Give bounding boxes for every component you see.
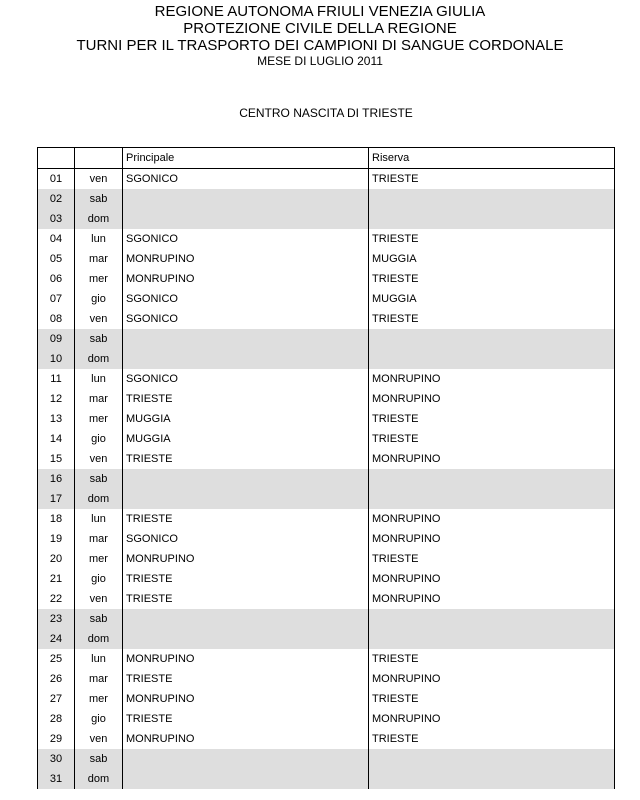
day-number-cell: 20 xyxy=(38,549,75,569)
riserva-cell: MONRUPINO xyxy=(369,389,615,409)
table-row xyxy=(38,629,615,649)
weekday-cell: dom xyxy=(75,349,123,369)
day-number-cell: 25 xyxy=(38,649,75,669)
riserva-cell: TRIESTE xyxy=(369,649,615,669)
document-header xyxy=(0,3,640,69)
day-number-cell: 12 xyxy=(38,389,75,409)
table-row xyxy=(38,369,615,389)
day-number-cell: 09 xyxy=(38,329,75,349)
weekday-cell: dom xyxy=(75,209,123,229)
weekday-cell: ven xyxy=(75,169,123,190)
riserva-cell: MONRUPINO xyxy=(369,509,615,529)
day-number-cell: 08 xyxy=(38,309,75,329)
weekday-cell: sab xyxy=(75,609,123,629)
principale-cell: TRIESTE xyxy=(123,389,369,409)
principale-cell: TRIESTE xyxy=(123,449,369,469)
header-principale: Principale xyxy=(123,148,369,169)
riserva-cell: MONRUPINO xyxy=(369,449,615,469)
weekday-cell: mar xyxy=(75,389,123,409)
principale-cell xyxy=(123,189,369,209)
day-number-cell: 02 xyxy=(38,189,75,209)
weekday-cell: lun xyxy=(75,509,123,529)
table-row xyxy=(38,409,615,429)
day-number-cell: 06 xyxy=(38,269,75,289)
table-row xyxy=(38,469,615,489)
principale-cell xyxy=(123,489,369,509)
weekday-cell: sab xyxy=(75,189,123,209)
principale-cell: SGONICO xyxy=(123,369,369,389)
principale-cell xyxy=(123,469,369,489)
weekday-cell: sab xyxy=(75,469,123,489)
principale-cell: SGONICO xyxy=(123,529,369,549)
riserva-cell xyxy=(369,629,615,649)
principale-cell xyxy=(123,209,369,229)
riserva-cell: MONRUPINO xyxy=(369,589,615,609)
day-number-cell: 04 xyxy=(38,229,75,249)
table-row xyxy=(38,429,615,449)
principale-cell: SGONICO xyxy=(123,169,369,190)
weekday-cell: lun xyxy=(75,229,123,249)
riserva-cell xyxy=(369,469,615,489)
day-number-cell: 05 xyxy=(38,249,75,269)
birth-centre-title: CENTRO NASCITA DI TRIESTE xyxy=(239,106,413,120)
riserva-cell: TRIESTE xyxy=(369,269,615,289)
day-number-cell: 27 xyxy=(38,689,75,709)
riserva-cell: TRIESTE xyxy=(369,729,615,749)
day-number-cell: 24 xyxy=(38,629,75,649)
principale-cell xyxy=(123,329,369,349)
principale-cell xyxy=(123,629,369,649)
riserva-cell: TRIESTE xyxy=(369,229,615,249)
table-row xyxy=(38,669,615,689)
principale-cell: MONRUPINO xyxy=(123,549,369,569)
table-row xyxy=(38,249,615,269)
table-row xyxy=(38,549,615,569)
riserva-cell xyxy=(369,609,615,629)
riserva-cell xyxy=(369,769,615,789)
weekday-cell: mer xyxy=(75,269,123,289)
riserva-cell: MUGGIA xyxy=(369,289,615,309)
day-number-cell: 13 xyxy=(38,409,75,429)
day-number-cell: 26 xyxy=(38,669,75,689)
riserva-cell xyxy=(369,349,615,369)
principale-cell: TRIESTE xyxy=(123,509,369,529)
riserva-cell: MONRUPINO xyxy=(369,569,615,589)
principale-cell xyxy=(123,749,369,769)
principale-cell: TRIESTE xyxy=(123,669,369,689)
day-number-cell: 16 xyxy=(38,469,75,489)
riserva-cell: MONRUPINO xyxy=(369,369,615,389)
table-row xyxy=(38,169,615,190)
table-row xyxy=(38,749,615,769)
principale-cell: TRIESTE xyxy=(123,569,369,589)
day-number-cell: 19 xyxy=(38,529,75,549)
riserva-cell: TRIESTE xyxy=(369,169,615,190)
riserva-cell: TRIESTE xyxy=(369,549,615,569)
riserva-cell xyxy=(369,489,615,509)
day-number-cell: 07 xyxy=(38,289,75,309)
weekday-cell: mar xyxy=(75,669,123,689)
header-day-number xyxy=(38,148,75,169)
table-row xyxy=(38,189,615,209)
day-number-cell: 18 xyxy=(38,509,75,529)
weekday-cell: sab xyxy=(75,329,123,349)
day-number-cell: 10 xyxy=(38,349,75,369)
day-number-cell: 23 xyxy=(38,609,75,629)
principale-cell: MONRUPINO xyxy=(123,689,369,709)
header-riserva: Riserva xyxy=(369,148,615,169)
riserva-cell: TRIESTE xyxy=(369,429,615,449)
principale-cell: MUGGIA xyxy=(123,409,369,429)
principale-cell: TRIESTE xyxy=(123,589,369,609)
header-weekday xyxy=(75,148,123,169)
day-number-cell: 28 xyxy=(38,709,75,729)
riserva-cell: MUGGIA xyxy=(369,249,615,269)
day-number-cell: 14 xyxy=(38,429,75,449)
weekday-cell: dom xyxy=(75,489,123,509)
weekday-cell: lun xyxy=(75,369,123,389)
day-number-cell: 31 xyxy=(38,769,75,789)
weekday-cell: gio xyxy=(75,709,123,729)
principale-cell: SGONICO xyxy=(123,289,369,309)
schedule-title: TURNI PER IL TRASPORTO DEI CAMPIONI DI SANGUE CORDONALE xyxy=(76,37,564,54)
principale-cell xyxy=(123,609,369,629)
day-number-cell: 15 xyxy=(38,449,75,469)
table-row xyxy=(38,729,615,749)
table-header-row xyxy=(38,148,615,169)
table-row xyxy=(38,509,615,529)
riserva-cell: TRIESTE xyxy=(369,689,615,709)
weekday-cell: mer xyxy=(75,409,123,429)
agency-title: PROTEZIONE CIVILE DELLA REGIONE xyxy=(183,20,457,37)
region-title: REGIONE AUTONOMA FRIULI VENEZIA GIULIA xyxy=(154,3,486,20)
weekday-cell: mer xyxy=(75,689,123,709)
table-row xyxy=(38,689,615,709)
table-row xyxy=(38,209,615,229)
riserva-cell xyxy=(369,189,615,209)
weekday-cell: gio xyxy=(75,569,123,589)
weekday-cell: dom xyxy=(75,629,123,649)
day-number-cell: 22 xyxy=(38,589,75,609)
principale-cell: MONRUPINO xyxy=(123,249,369,269)
riserva-cell: MONRUPINO xyxy=(369,529,615,549)
day-number-cell: 17 xyxy=(38,489,75,509)
day-number-cell: 29 xyxy=(38,729,75,749)
table-row xyxy=(38,269,615,289)
table-row xyxy=(38,709,615,729)
riserva-cell: MONRUPINO xyxy=(369,669,615,689)
shift-table xyxy=(37,147,615,789)
table-row xyxy=(38,289,615,309)
principale-cell: MONRUPINO xyxy=(123,649,369,669)
day-number-cell: 01 xyxy=(38,169,75,190)
riserva-cell xyxy=(369,749,615,769)
table-row xyxy=(38,609,615,629)
month-title: MESE DI LUGLIO 2011 xyxy=(257,54,383,68)
day-number-cell: 11 xyxy=(38,369,75,389)
table-row xyxy=(38,449,615,469)
table-row xyxy=(38,589,615,609)
principale-cell: SGONICO xyxy=(123,229,369,249)
weekday-cell: gio xyxy=(75,289,123,309)
weekday-cell: dom xyxy=(75,769,123,789)
riserva-cell xyxy=(369,209,615,229)
weekday-cell: mer xyxy=(75,549,123,569)
weekday-cell: mar xyxy=(75,529,123,549)
riserva-cell: TRIESTE xyxy=(369,309,615,329)
weekday-cell: lun xyxy=(75,649,123,669)
table-row xyxy=(38,329,615,349)
principale-cell: MUGGIA xyxy=(123,429,369,449)
weekday-cell: mar xyxy=(75,249,123,269)
principale-cell: SGONICO xyxy=(123,309,369,329)
weekday-cell: gio xyxy=(75,429,123,449)
day-number-cell: 21 xyxy=(38,569,75,589)
weekday-cell: ven xyxy=(75,449,123,469)
principale-cell: MONRUPINO xyxy=(123,269,369,289)
weekday-cell: ven xyxy=(75,729,123,749)
principale-cell: TRIESTE xyxy=(123,709,369,729)
table-row xyxy=(38,529,615,549)
table-row xyxy=(38,769,615,789)
riserva-cell: TRIESTE xyxy=(369,409,615,429)
riserva-cell xyxy=(369,329,615,349)
weekday-cell: ven xyxy=(75,589,123,609)
table-row xyxy=(38,649,615,669)
table-row xyxy=(38,349,615,369)
weekday-cell: sab xyxy=(75,749,123,769)
table-row xyxy=(38,569,615,589)
principale-cell xyxy=(123,769,369,789)
riserva-cell: MONRUPINO xyxy=(369,709,615,729)
principale-cell: MONRUPINO xyxy=(123,729,369,749)
table-row xyxy=(38,489,615,509)
weekday-cell: ven xyxy=(75,309,123,329)
table-row xyxy=(38,229,615,249)
table-row xyxy=(38,389,615,409)
table-row xyxy=(38,309,615,329)
day-number-cell: 30 xyxy=(38,749,75,769)
day-number-cell: 03 xyxy=(38,209,75,229)
principale-cell xyxy=(123,349,369,369)
